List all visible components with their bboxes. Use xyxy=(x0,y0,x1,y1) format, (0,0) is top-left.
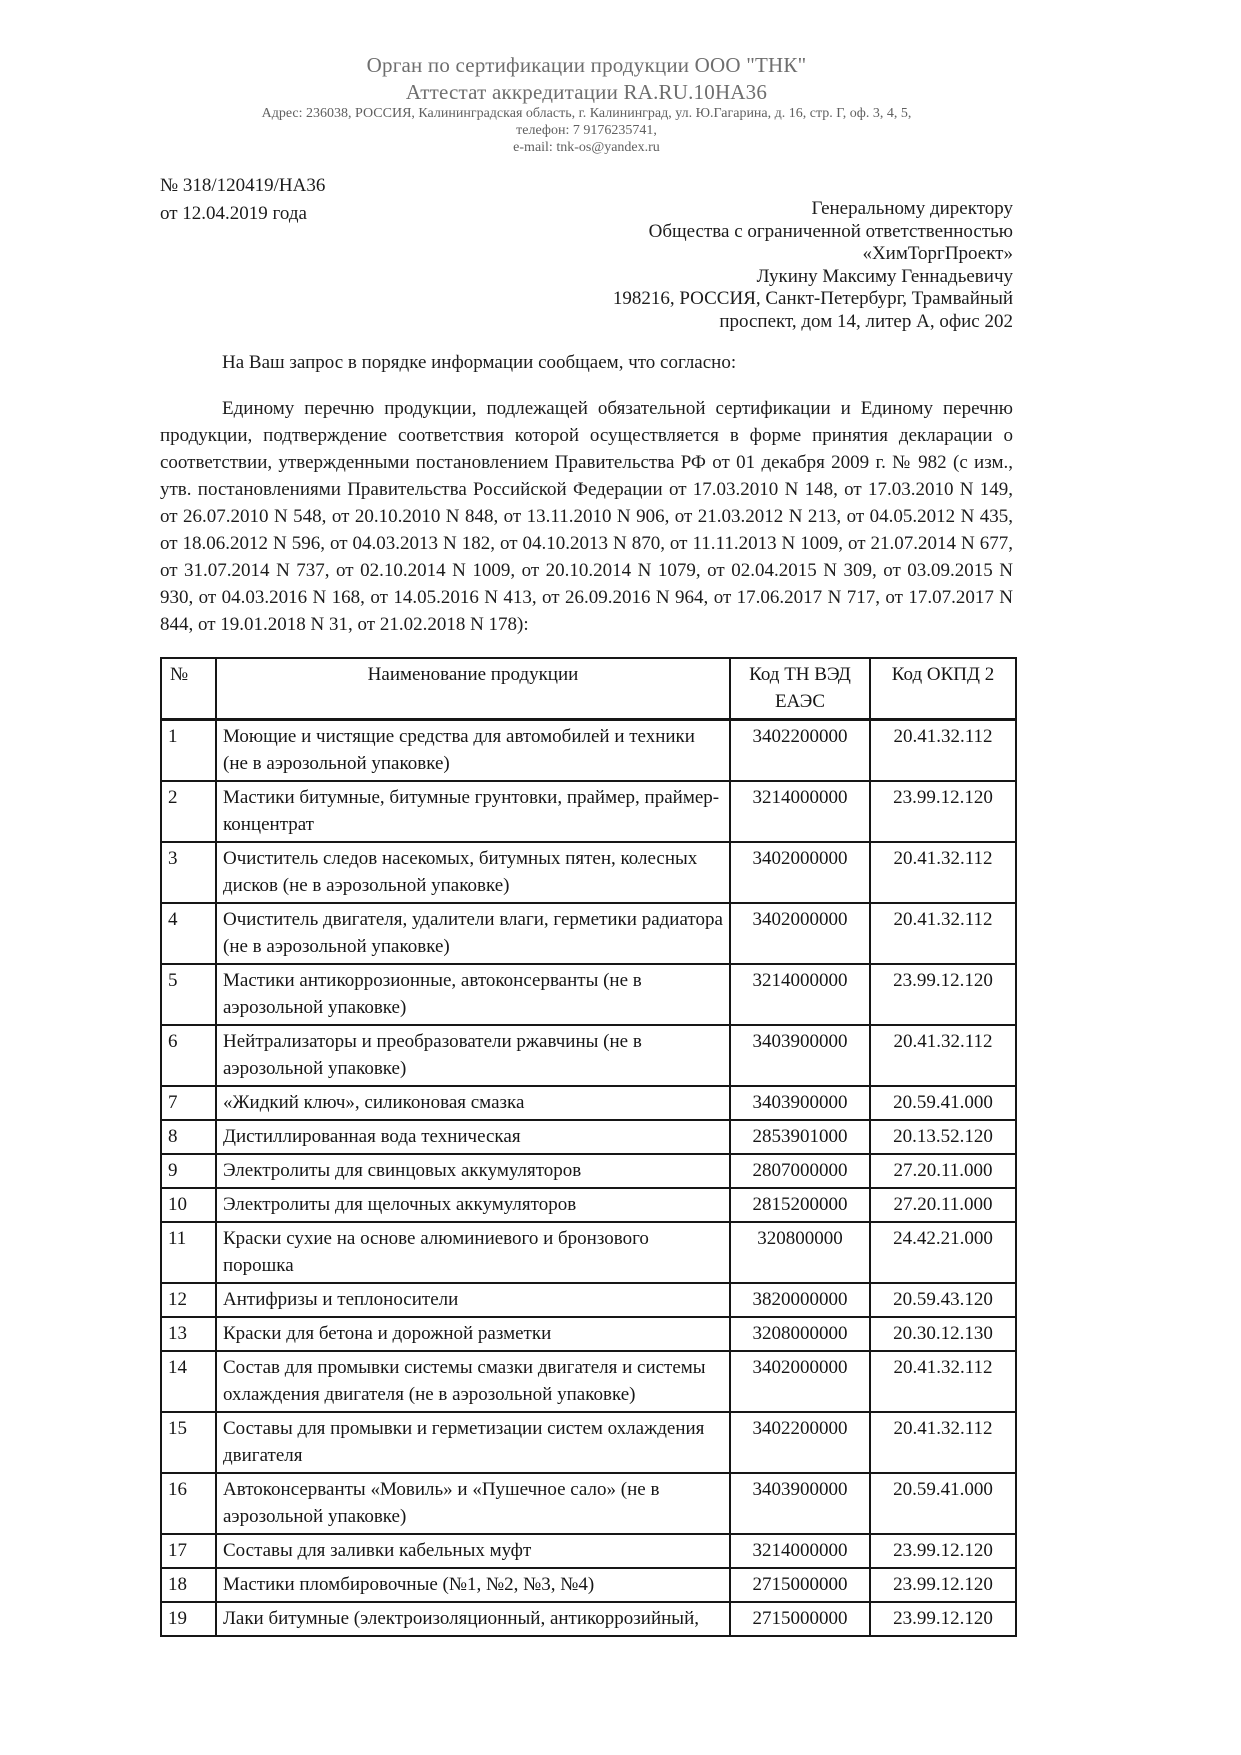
document-content xyxy=(160,52,1013,1637)
cell-okpd-code: 27.20.11.000 xyxy=(870,1154,1016,1188)
cell-product-name: «Жидкий ключ», силиконовая смазка xyxy=(216,1086,730,1120)
table-row xyxy=(161,1317,1016,1351)
cell-num: 3 xyxy=(161,842,216,903)
products-table-body xyxy=(161,720,1016,1637)
cell-okpd-code: 20.41.32.112 xyxy=(870,1412,1016,1473)
cell-okpd-code: 20.41.32.112 xyxy=(870,842,1016,903)
cell-tnved-code: 3402200000 xyxy=(730,720,870,782)
cell-okpd-code: 24.42.21.000 xyxy=(870,1222,1016,1283)
recipient-line: 198216, РОССИЯ, Санкт-Петербург, Трамвайный xyxy=(612,288,1013,309)
reference-date: от 12.04.2019 года xyxy=(160,203,307,224)
cell-tnved-code: 2853901000 xyxy=(730,1120,870,1154)
body-intro: На Ваш запрос в порядке информации сообщаем, что согласно: xyxy=(222,352,737,373)
cell-tnved-code: 3403900000 xyxy=(730,1025,870,1086)
recipient-line: Лукину Максиму Геннадьевичу xyxy=(756,265,1013,287)
cell-num: 17 xyxy=(161,1534,216,1568)
column-header-num: № xyxy=(161,658,216,720)
column-header-tnved: Код ТН ВЭД ЕАЭС xyxy=(730,658,870,720)
cell-product-name: Краски для бетона и дорожной разметки xyxy=(216,1317,730,1351)
recipient-block xyxy=(613,198,1013,333)
cell-num: 6 xyxy=(161,1025,216,1086)
cell-product-name: Очиститель следов насекомых, битумных пятен, колесных дисков (не в аэрозольной упаковке) xyxy=(216,842,730,903)
cell-okpd-code: 27.20.11.000 xyxy=(870,1188,1016,1222)
table-row xyxy=(161,1120,1016,1154)
cell-product-name: Нейтрализаторы и преобразователи ржавчины (не в аэрозольной упаковке) xyxy=(216,1025,730,1086)
cell-okpd-code: 23.99.12.120 xyxy=(870,964,1016,1025)
letterhead xyxy=(160,52,1013,156)
cell-product-name: Составы для промывки и герметизации систем охлаждения двигателя xyxy=(216,1412,730,1473)
column-header-name: Наименование продукции xyxy=(216,658,730,720)
table-row xyxy=(161,1154,1016,1188)
table-row xyxy=(161,903,1016,964)
cell-okpd-code: 20.41.32.112 xyxy=(870,1025,1016,1086)
cell-tnved-code: 3403900000 xyxy=(730,1086,870,1120)
table-row xyxy=(161,1568,1016,1602)
letterhead-address: Адрес: 236038, РОССИЯ, Калининградская область, г. Калининград, ул. Ю.Гагарина, д. 16, стр. Г, оф. 3, 4, 5, xyxy=(261,106,912,121)
cell-num: 15 xyxy=(161,1412,216,1473)
cell-tnved-code: 3402000000 xyxy=(730,903,870,964)
cell-tnved-code: 320800000 xyxy=(730,1222,870,1283)
cell-tnved-code: 3402000000 xyxy=(730,1351,870,1412)
table-row xyxy=(161,1351,1016,1412)
letterhead-org-name: Орган по сертификации продукции ООО "ТНК" xyxy=(366,53,807,77)
cell-product-name: Составы для заливки кабельных муфт xyxy=(216,1534,730,1568)
cell-num: 7 xyxy=(161,1086,216,1120)
cell-product-name: Электролиты для свинцовых аккумуляторов xyxy=(216,1154,730,1188)
cell-tnved-code: 2815200000 xyxy=(730,1188,870,1222)
table-row xyxy=(161,720,1016,782)
reference-number: № 318/120419/НА36 xyxy=(160,175,326,196)
cell-product-name: Мастики антикоррозионные, автоконсерванты (не в аэрозольной упаковке) xyxy=(216,964,730,1025)
cell-okpd-code: 20.41.32.112 xyxy=(870,720,1016,782)
products-table-header xyxy=(161,658,1016,720)
table-row xyxy=(161,842,1016,903)
cell-num: 1 xyxy=(161,720,216,782)
recipient-line: Генеральному директору xyxy=(811,198,1013,219)
cell-product-name: Дистиллированная вода техническая xyxy=(216,1120,730,1154)
cell-num: 9 xyxy=(161,1154,216,1188)
cell-tnved-code: 3208000000 xyxy=(730,1317,870,1351)
letterhead-attestation: Аттестат аккредитации RA.RU.10НА36 xyxy=(405,80,768,104)
cell-num: 14 xyxy=(161,1351,216,1412)
cell-num: 4 xyxy=(161,903,216,964)
letterhead-email: e-mail: tnk-os@yandex.ru xyxy=(513,140,660,155)
cell-product-name: Моющие и чистящие средства для автомобилей и техники (не в аэрозольной упаковке) xyxy=(216,720,730,782)
letter-meta xyxy=(160,172,1013,333)
letterhead-phone: телефон: 7 9176235741, xyxy=(516,123,657,138)
cell-product-name: Электролиты для щелочных аккумуляторов xyxy=(216,1188,730,1222)
cell-product-name: Краски сухие на основе алюминиевого и бронзового порошка xyxy=(216,1222,730,1283)
cell-okpd-code: 23.99.12.120 xyxy=(870,781,1016,842)
cell-product-name: Состав для промывки системы смазки двигателя и системы охлаждения двигателя (не в аэрозольной упаковке) xyxy=(216,1351,730,1412)
cell-okpd-code: 23.99.12.120 xyxy=(870,1534,1016,1568)
cell-tnved-code: 2807000000 xyxy=(730,1154,870,1188)
cell-tnved-code: 3403900000 xyxy=(730,1473,870,1534)
table-row xyxy=(161,1025,1016,1086)
cell-okpd-code: 20.41.32.112 xyxy=(870,1351,1016,1412)
cell-num: 8 xyxy=(161,1120,216,1154)
cell-okpd-code: 20.59.43.120 xyxy=(870,1283,1016,1317)
header-row xyxy=(161,658,1016,720)
cell-tnved-code: 3402200000 xyxy=(730,1412,870,1473)
body-paragraph: Единому перечню продукции, подлежащей обязательной сертификации и Единому перечню продукции, подтверждение соответствия которой осуществляется в форме принятия декларации о соответствии, утвержденными постановлением Правительства РФ от 01 декабря 2009 г. № 982 (с изм., утв. постановлениями Правительства Российской Федерации от 17.03.2010 N 148, от 17.03.2010 N 149, от 26.07.2010 N 548, от 20.10.2010 N 848, от 13.11.2010 N 906, от 21.03.2012 N 213, от 04.05.2012 N 435, от 18.06.2012 N 596, от 04.03.2013 N 182, от 04.10.2013 N 870, от 11.11.2013 N 1009, от 21.07.2014 N 677, от 31.07.2014 N 737, от 02.10.2014 N 1009, от 20.10.2014 N 1079, от 02.04.2015 N 309, от 03.09.2015 N 930, от 04.03.2016 N 168, от 14.05.2016 N 413, от 26.09.2016 N 964, от 17.06.2017 N 717, от 17.07.2017 N 844, от 19.01.2018 N 31, от 21.02.2018 N 178): xyxy=(160,398,1013,635)
table-row xyxy=(161,1412,1016,1473)
products-table xyxy=(160,657,1017,1637)
cell-product-name: Мастики битумные, битумные грунтовки, праймер, праймер-концентрат xyxy=(216,781,730,842)
cell-okpd-code: 23.99.12.120 xyxy=(870,1602,1016,1636)
cell-tnved-code: 2715000000 xyxy=(730,1602,870,1636)
cell-num: 5 xyxy=(161,964,216,1025)
cell-num: 2 xyxy=(161,781,216,842)
cell-okpd-code: 20.13.52.120 xyxy=(870,1120,1016,1154)
cell-num: 13 xyxy=(161,1317,216,1351)
cell-product-name: Автоконсерванты «Мовиль» и «Пушечное сало» (не в аэрозольной упаковке) xyxy=(216,1473,730,1534)
cell-num: 10 xyxy=(161,1188,216,1222)
table-row xyxy=(161,1473,1016,1534)
cell-okpd-code: 20.59.41.000 xyxy=(870,1086,1016,1120)
recipient-line: проспект, дом 14, литер А, офис 202 xyxy=(719,310,1013,332)
table-row xyxy=(161,1283,1016,1317)
cell-tnved-code: 2715000000 xyxy=(730,1568,870,1602)
table-row xyxy=(161,964,1016,1025)
cell-tnved-code: 3820000000 xyxy=(730,1283,870,1317)
recipient-line: «ХимТоргПроект» xyxy=(862,243,1013,264)
cell-product-name: Очиститель двигателя, удалители влаги, герметики радиатора (не в аэрозольной упаковке) xyxy=(216,903,730,964)
table-row xyxy=(161,1534,1016,1568)
cell-product-name: Лаки битумные (электроизоляционный, антикоррозийный, xyxy=(216,1602,730,1636)
cell-tnved-code: 3402000000 xyxy=(730,842,870,903)
table-row xyxy=(161,1602,1016,1636)
cell-okpd-code: 23.99.12.120 xyxy=(870,1568,1016,1602)
cell-tnved-code: 3214000000 xyxy=(730,964,870,1025)
cell-okpd-code: 20.59.41.000 xyxy=(870,1473,1016,1534)
cell-num: 12 xyxy=(161,1283,216,1317)
cell-num: 16 xyxy=(161,1473,216,1534)
cell-product-name: Мастики пломбировочные (№1, №2, №3, №4) xyxy=(216,1568,730,1602)
table-row xyxy=(161,781,1016,842)
cell-num: 19 xyxy=(161,1602,216,1636)
cell-product-name: Антифризы и теплоносители xyxy=(216,1283,730,1317)
cell-okpd-code: 20.41.32.112 xyxy=(870,903,1016,964)
column-header-okpd: Код ОКПД 2 xyxy=(870,658,1016,720)
cell-num: 18 xyxy=(161,1568,216,1602)
table-row xyxy=(161,1086,1016,1120)
cell-tnved-code: 3214000000 xyxy=(730,1534,870,1568)
cell-tnved-code: 3214000000 xyxy=(730,781,870,842)
table-row xyxy=(161,1222,1016,1283)
table-row xyxy=(161,1188,1016,1222)
cell-okpd-code: 20.30.12.130 xyxy=(870,1317,1016,1351)
cell-num: 11 xyxy=(161,1222,216,1283)
reference-block xyxy=(160,172,325,333)
recipient-line: Общества с ограниченной ответственностью xyxy=(648,220,1013,242)
